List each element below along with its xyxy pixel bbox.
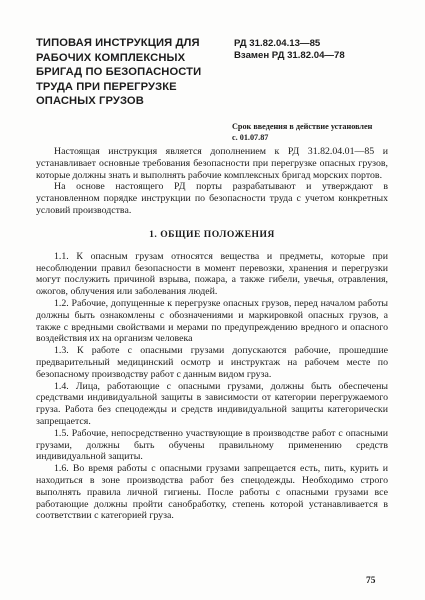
effective-date-line: Срок введения в действие установлен [232,122,373,131]
document-code-block [234,38,394,63]
section-heading: 1. ОБЩИЕ ПОЛОЖЕНИЯ [149,228,275,240]
document-title [36,36,214,109]
title-line: ТРУДА ПРИ ПЕРЕГРУЗКЕ [36,80,177,93]
replaces-code: Взамен РД 31.82.04—78 [234,50,345,62]
effective-date-line: с. 01.07.87 [232,133,269,142]
title-line: ОПАСНЫХ ГРУЗОВ [36,95,144,108]
section-paragraph: 1.4. Лица, работающие с опасными грузами, должны быть обеспечены средствами индивидуальной защиты в зависимости от категории перегружаемого груза. Работа без спецодежды и средств индивидуальной защиты категорически запрещается. [36,380,388,427]
effective-date-block [232,121,402,143]
section-paragraph: 1.6. Во время работы с опасными грузами запрещается есть, пить, курить и находиться в зоне производства работ без спецодежды. Необходимо строго выполнять правила личной гигиены. После работы с опасными грузами все работающие должны пройти санобработку, степень которой устанавливается в соответствии с категорией груза. [36,463,388,522]
title-line: БРИГАД ПО БЕЗОПАСНОСТИ [36,66,202,79]
section-paragraph: 1.3. К работе с опасными грузами допускаются рабочие, прошедшие предварительный медицинский осмотр и инструктаж на рабочем месте по безопасному производству работ с данным видом груза. [36,345,388,380]
section-paragraph: 1.5. Рабочие, непосредственно участвующие в производстве работ с опасными грузами, должны быть обучены правильному применению средств индивидуальной защиты. [36,427,388,463]
title-line: РАБОЧИХ КОМПЛЕКСНЫХ [36,51,186,64]
intro-paragraph: Настоящая инструкция является дополнением к РД 31.82.04.01—85 и устанавливает основные требования безопасности при перегрузке опасных грузов, которые должны знать и выполнять рабочие комплексных бригад морских портов. [36,146,388,181]
title-line: ТИПОВАЯ ИНСТРУКЦИЯ ДЛЯ [36,37,200,49]
section-paragraph: 1.1. К опасным грузам относятся вещества и предметы, которые при несоблюдении правил безопасности в момент перевозки, хранения и перегрузки могут послужить причиной взрыва, пожара, а также гибели, увечья, отравления, ожогов, облучения или заболевания людей. [36,250,388,298]
section-paragraph: 1.2. Рабочие, допущенные к перегрузке опасных грузов, перед началом работы должны быть ознакомлены с обозначениями и маркировкой опасных грузов, а также с вредными свойствами и мерами по предупреждению вредного и опасного воздействия их на организм человека [36,297,388,345]
page-number: 75 [366,576,376,586]
intro-paragraph: На основе настоящего РД порты разрабатывают и утверждают в установленном порядке инструкции по безопасности труда с учетом конкретных условий производства. [36,181,388,216]
document-code: РД 31.82.04.13—85 [234,38,321,49]
document-body [36,146,388,522]
